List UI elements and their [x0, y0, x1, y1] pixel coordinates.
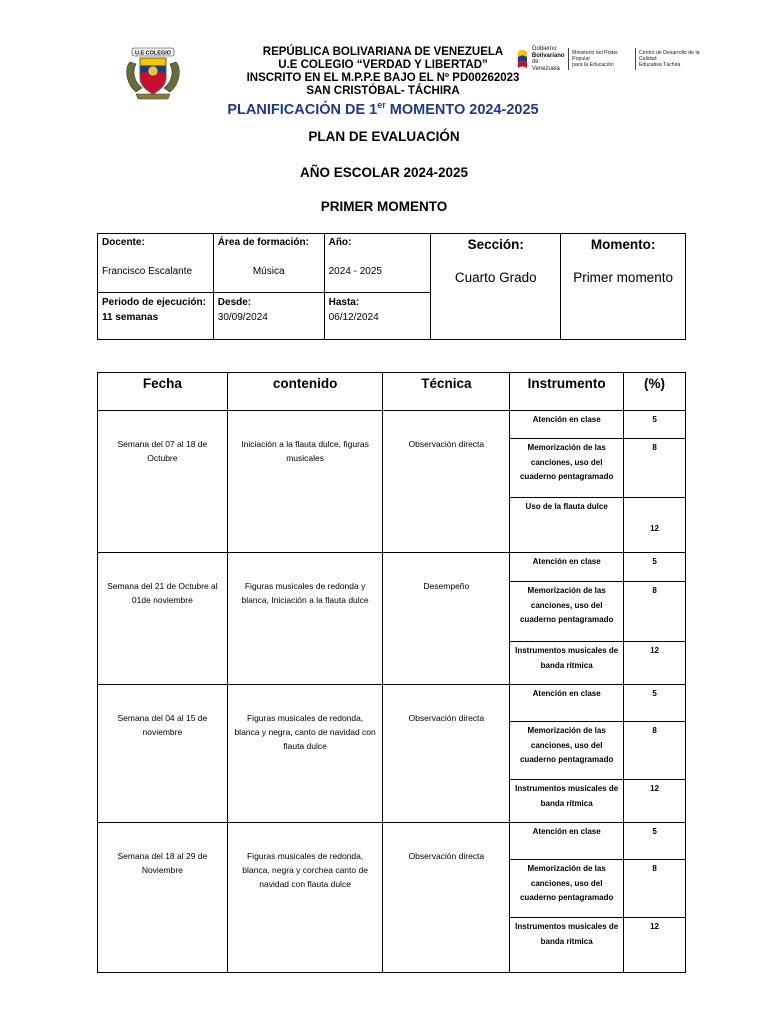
- tecnica-cell: Desempeño: [383, 553, 510, 685]
- instrumento-cell: Memorización de las canciones, uso del cuaderno pentagramado: [510, 722, 624, 780]
- pct-cell: 12: [624, 780, 686, 823]
- pct-cell: 8: [624, 860, 686, 918]
- title-year: AÑO ESCOLAR 2024-2025: [299, 165, 469, 180]
- seccion-label: Sección:: [467, 237, 524, 252]
- ministry-line1: Ministerio del Poder Popular: [572, 50, 619, 62]
- hasta-value: 06/12/2024: [328, 312, 379, 323]
- evaluation-table: [97, 372, 686, 973]
- docente-label: Docente:: [102, 237, 145, 248]
- government-logo: [516, 44, 712, 74]
- plan-heading: [200, 100, 566, 118]
- tecnica-cell: Observación directa: [383, 823, 510, 973]
- fecha-cell: Semana del 21 de Octubre al 01de noviembre: [98, 553, 228, 685]
- title-plan: PLAN DE EVALUACIÓN: [308, 129, 460, 144]
- school-header: [200, 46, 566, 98]
- gob-line2: Bolivariano: [531, 52, 565, 59]
- docente-value: Francisco Escalante: [102, 266, 193, 277]
- contenido-cell: Figuras musicales de redonda y blanca, Iniciación a la flauta dulce: [227, 553, 383, 685]
- periodo-label: Periodo de ejecución:: [102, 297, 206, 308]
- pct-cell: 12: [624, 642, 686, 685]
- docente-cell: [98, 234, 214, 293]
- info-table: [97, 233, 686, 340]
- header-school-name: U.E COLEGIO “VERDAD Y LIBERTAD”: [278, 59, 488, 71]
- fecha-cell: Semana del 04 al 15 de noviembre: [98, 685, 228, 823]
- pct-cell: 5: [624, 411, 686, 439]
- pct-cell: 12: [624, 498, 686, 553]
- seccion-cell: [431, 234, 561, 340]
- contenido-cell: Figuras musicales de redonda, blanca y negra, canto de navidad con flauta dulce: [227, 685, 383, 823]
- hasta-cell: [324, 293, 431, 340]
- header-tecnica: Técnica: [383, 373, 510, 411]
- instrumento-cell: Atención en clase: [510, 553, 624, 582]
- fecha-cell: Semana del 07 al 18 de Octubre: [98, 411, 228, 553]
- plan-heading-prefix: PLANIFICACIÓN DE 1: [227, 101, 378, 118]
- area-cell: [213, 234, 324, 293]
- header-fecha: Fecha: [98, 373, 228, 411]
- pct-cell: 5: [624, 823, 686, 860]
- header-instrumento: Instrumento: [510, 373, 624, 411]
- instrumento-cell: Uso de la flauta dulce: [510, 498, 624, 553]
- instrumento-cell: Atención en clase: [510, 685, 624, 722]
- table-row: [98, 553, 686, 582]
- instrumento-cell: Memorización de las canciones, uso del cuaderno pentagramado: [510, 860, 624, 918]
- ministry-line2: para la Educación: [572, 62, 614, 68]
- momento-value: Primer momento: [573, 270, 673, 285]
- ano-label: Año:: [328, 237, 352, 248]
- center-line2: Educativa Táchira: [638, 62, 681, 68]
- instrumento-cell: Memorización de las canciones, uso del cuaderno pentagramado: [510, 439, 624, 498]
- plan-heading-suffix: MOMENTO 2024-2025: [385, 101, 539, 118]
- header-city: SAN CRISTÓBAL- TÁCHIRA: [306, 85, 460, 97]
- fecha-cell: Semana del 18 al 29 de Noviembre: [98, 823, 228, 973]
- area-value: Música: [252, 266, 285, 277]
- instrumento-cell: Atención en clase: [510, 411, 624, 439]
- instrumento-cell: Instrumentos musicales de banda rítmica: [510, 642, 624, 685]
- instrumento-cell: Memorización de las canciones, uso del cuaderno pentagramado: [510, 582, 624, 642]
- plan-heading-sup: er: [377, 100, 386, 110]
- ano-cell: [324, 234, 431, 293]
- pct-cell: 8: [624, 582, 686, 642]
- table-row: [98, 411, 686, 439]
- pct-cell: 12: [624, 918, 686, 973]
- gob-divider: [568, 48, 569, 70]
- periodo-cell: [98, 293, 214, 340]
- gob-divider-2: [635, 48, 636, 70]
- contenido-cell: Figuras musicales de redonda, blanca, negra y corchea canto de navidad con flauta dulce: [227, 823, 383, 973]
- desde-label: Desde:: [217, 297, 252, 308]
- tecnica-cell: Observación directa: [383, 411, 510, 553]
- center-name: [639, 50, 712, 68]
- area-label: Área de formación:: [217, 237, 309, 248]
- pct-cell: 8: [624, 439, 686, 498]
- momento-label: Momento:: [590, 237, 656, 252]
- pct-cell: 8: [624, 722, 686, 780]
- momento-cell: [561, 234, 686, 340]
- ano-value: 2024 - 2025: [328, 266, 382, 277]
- gob-line1: Gobierno: [531, 46, 557, 52]
- pct-cell: 5: [624, 553, 686, 582]
- pct-cell: 5: [624, 685, 686, 722]
- header-pct: (%): [624, 373, 686, 411]
- instrumento-cell: Atención en clase: [510, 823, 624, 860]
- desde-value: 30/09/2024: [217, 312, 268, 323]
- hasta-label: Hasta:: [328, 297, 360, 308]
- header-country: REPÚBLICA BOLIVARIANA DE VENEZUELA: [262, 46, 504, 58]
- contenido-cell: Iniciación a la flauta dulce, figuras musicales: [227, 411, 383, 553]
- instrumento-cell: Instrumentos musicales de banda rítmica: [510, 918, 624, 973]
- table-row: [98, 823, 686, 860]
- svg-text:U.E COLEGIO: U.E COLEGIO: [134, 50, 172, 57]
- desde-cell: [213, 293, 324, 340]
- instrumento-cell: Instrumentos musicales de banda rítmica: [510, 780, 624, 823]
- header-registration: INSCRITO EN EL M.P.P.E BAJO EL Nº PD00262023: [246, 72, 520, 84]
- periodo-value: 11 semanas: [102, 312, 159, 323]
- title-moment: PRIMER MOMENTO: [320, 199, 448, 214]
- seccion-value: Cuarto Grado: [454, 270, 537, 285]
- center-line1: Centro de Desarrollo de la Calidad: [638, 50, 700, 62]
- header-contenido: contenido: [227, 373, 383, 411]
- tecnica-cell: Observación directa: [383, 685, 510, 823]
- school-crest-logo: [122, 44, 184, 102]
- gob-line3: de Venezuela: [531, 59, 560, 72]
- gob-name: [532, 46, 565, 72]
- flag-emblem-icon: [516, 47, 529, 71]
- ministry-name: [572, 50, 632, 68]
- table-row: [98, 685, 686, 722]
